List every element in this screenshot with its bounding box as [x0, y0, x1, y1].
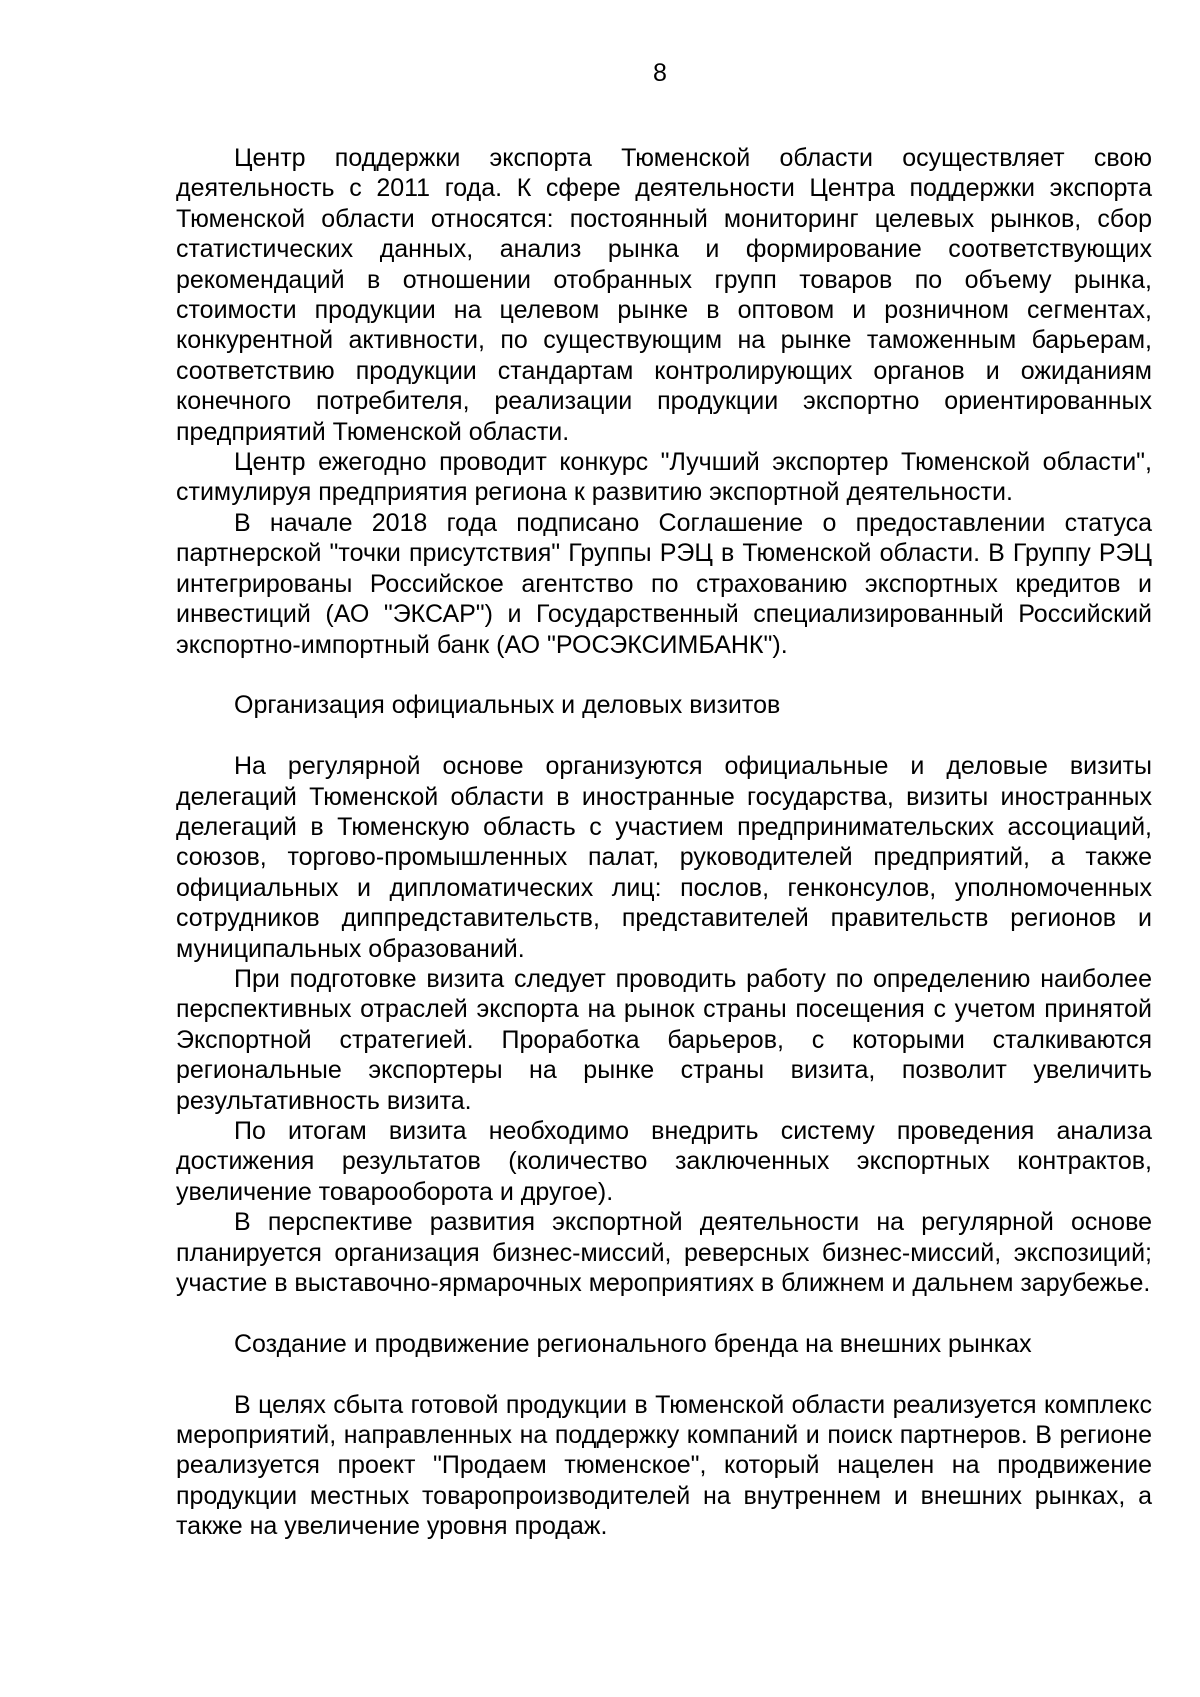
spacer [176, 1359, 1152, 1389]
section-heading-visits: Организация официальных и деловых визитов [234, 691, 781, 720]
spacer [176, 1298, 1152, 1328]
section-heading-brand: Создание и продвижение регионального бренда на внешних рынках [234, 1329, 1032, 1358]
paragraph: На регулярной основе организуются официальные и деловые визиты делегаций Тюменской области в иностранные государства, визиты иностранных делегаций в Тюменскую область с участием предпринимательских ассоциаций, союзов, торгово-промышленных палат, руководителей предприятий, а также официальных и дипломатических лиц: послов, генконсулов, уполномоченных сотрудников диппредставительств, представителей правительств регионов и муниципальных образований. [176, 752, 1152, 963]
paragraph: При подготовке визита следует проводить работу по определению наиболее перспективных отраслей экспорта на рынок страны посещения с учетом принятой Экспортной стратегией. Проработка барьеров, с которыми сталкиваются региональные экспортеры на рынке страны визита, позволит увеличить результативность визита. [176, 964, 1152, 1115]
document-body [176, 143, 1152, 1542]
paragraph: В начале 2018 года подписано Соглашение о предоставлении статуса партнерской "точки присутствия" Группы РЭЦ в Тюменской области. В Группу РЭЦ интегрированы Российское агентство по страхованию экспортных кредитов и инвестиций (АО "ЭКСАР") и Государственный специализированный Российский экспортно-импортный банк (АО "РОСЭКСИМБАНК"). [176, 508, 1152, 659]
paragraph: В перспективе развития экспортной деятельности на регулярной основе планируется организация бизнес-миссий, реверсных бизнес-миссий, экспозиций; участие в выставочно-ярмарочных мероприятиях в ближнем и дальнем зарубежье. [176, 1208, 1152, 1297]
spacer [176, 721, 1152, 751]
paragraph: В целях сбыта готовой продукции в Тюменской области реализуется комплекс мероприятий, направленных на поддержку компаний и поиск партнеров. В регионе реализуется проект "Продаем тюменское", который нацелен на продвижение продукции местных товаропроизводителей на внутреннем и внешних рынках, а также на увеличение уровня продаж. [176, 1390, 1152, 1541]
spacer [176, 660, 1152, 690]
paragraph: По итогам визита необходимо внедрить систему проведения анализа достижения результатов (количество заключенных экспортных контрактов, увеличение товарооборота и другое). [176, 1116, 1152, 1206]
paragraph: Центр поддержки экспорта Тюменской области осуществляет свою деятельность с 2011 года. К сфере деятельности Центра поддержки экспорта Тюменской области относятся: постоянный мониторинг целевых рынков, сбор статистических данных, анализ рынка и формирование соответствующих рекомендаций в отношении отобранных групп товаров по объему рынка, стоимости продукции на целевом рынке в оптовом и розничном сегментах, конкурентной активности, по существующим на рынке таможенным барьерам, соответствию продукции стандартам контролирующих органов и ожиданиям конечного потребителя, реализации продукции экспортно ориентированных предприятий Тюменской области. [176, 144, 1152, 446]
page-number: 8 [653, 59, 667, 87]
paragraph: Центр ежегодно проводит конкурс "Лучший экспортер Тюменской области", стимулируя предприятия региона к развитию экспортной деятельности. [176, 448, 1152, 507]
